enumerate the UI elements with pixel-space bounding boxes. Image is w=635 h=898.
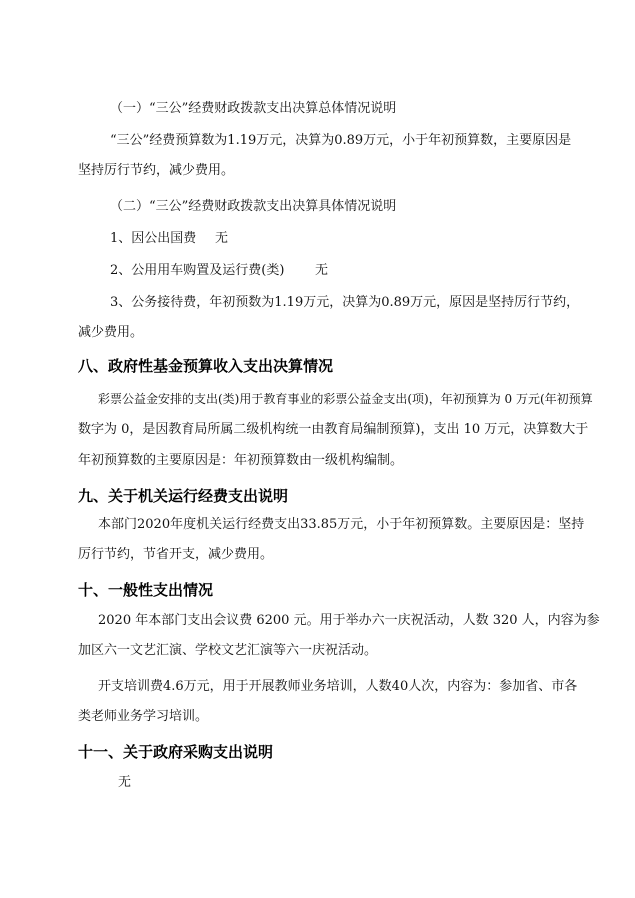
paragraph-line: 年初预算数的主要原因是：年初预算数由一级机构编制。 [78,453,404,468]
subsection-heading-overall: （一）“三公”经费财政拨款支出决算总体情况说明 [110,101,397,116]
paragraph-line: 本部门2020年度机关运行经费支出33.85万元，小于年初预算数。主要原因是：坚持 [98,517,585,532]
paragraph-line: 减少费用。 [78,325,144,340]
paragraph-line: 2020 年本部门支出会议费 6200 元。用于举办六一庆祝活动，人数 320 人，内容为参 [98,613,600,628]
paragraph-line: 加区六一文艺汇演、学校文艺汇演等六一庆祝活动。 [78,643,378,658]
section-heading-10: 十、一般性支出情况 [78,581,214,599]
paragraph-line: 数字为 0，是因教育局所属二级机构统一由教育局编制预算)，支出 10 万元，决算数大于 [78,422,589,437]
paragraph-line: 类老师业务学习培训。 [78,709,209,724]
item-value: 无 [118,775,132,790]
section-heading-8: 八、政府性基金预算收入支出决算情况 [78,357,334,375]
subsection-heading-specific: （二）“三公”经费财政拨款支出决算具体情况说明 [110,199,397,214]
paragraph-line: 彩票公益金安排的支出(类)用于教育事业的彩票公益金支出(项)，年初预算为 0 万元(年初预算 [98,392,593,406]
item-value: 无 [315,263,329,278]
item-label: 2、公用用车购置及运行费(类) [110,263,285,278]
section-heading-11: 十一、关于政府采购支出说明 [78,743,274,761]
paragraph-line: 3、公务接待费，年初预数为1.19万元，决算为0.89万元，原因是坚持厉行节约， [110,295,580,310]
item-value: 无 [215,231,229,246]
paragraph-line: 厉行节约，节省开支，减少费用。 [78,547,274,562]
section-heading-9: 九、关于机关运行经费支出说明 [78,487,289,505]
paragraph-line: “三公”经费预算数为1.19万元，决算为0.89万元，小于年初预算数，主要原因是 [110,133,572,148]
paragraph-line: 坚持厉行节约，减少费用。 [78,163,235,178]
paragraph-line: 开支培训费4.6万元，用于开展教师业务培训，人数40人次，内容为：参加省、市各 [98,679,578,694]
item-label: 1、因公出国费 [110,231,197,246]
